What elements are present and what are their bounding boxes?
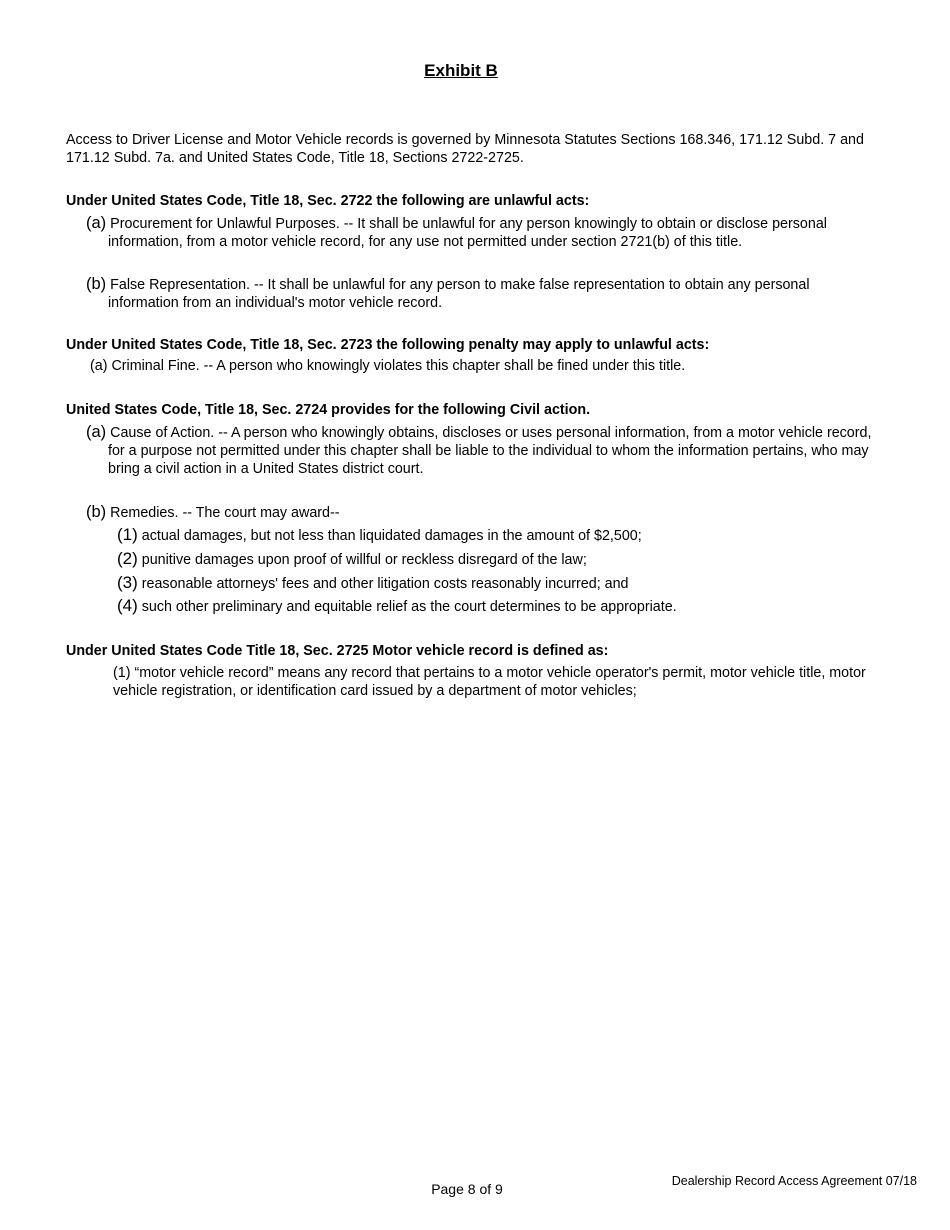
section-2722-item-a — [86, 214, 876, 251]
item-text: reasonable attorneys' fees and other litigation costs reasonably incurred; and — [141, 576, 629, 592]
item-text: punitive damages upon proof of willful or reckless disregard of the law; — [141, 552, 587, 568]
section-2724-item-b — [86, 503, 876, 522]
section-2724-item-a — [86, 423, 876, 478]
section-2725-heading: Under United States Code Title 18, Sec. 2725 Motor vehicle record is defined as: — [66, 643, 609, 659]
item-text: Procurement for Unlawful Purposes. -- It shall be unlawful for any person knowingly to obtain or disclose personal information, from a motor vehicle record, for any use not permitted under section 2721(b) of this title. — [108, 216, 827, 250]
item-text: Cause of Action. -- A person who knowingly obtains, discloses or uses personal information, from a motor vehicle record, for a purpose not permitted under this chapter shall be liable to the individual to whom the information pertains, who may bring a civil action in a United States district court. — [108, 425, 872, 477]
item-text: such other preliminary and equitable relief as the court determines to be appropriate. — [141, 599, 677, 615]
section-2723-item-a: (a) Criminal Fine. -- A person who knowingly violates this chapter shall be fined under this title. — [90, 358, 686, 374]
item-marker: (b) — [86, 275, 107, 293]
item-marker: (b) — [86, 503, 107, 521]
remedy-item-1 — [117, 526, 642, 545]
item-marker: (1) — [117, 525, 138, 544]
section-2723-heading: Under United States Code, Title 18, Sec. 2723 the following penalty may apply to unlawful acts: — [66, 337, 710, 353]
document-footer: Dealership Record Access Agreement 07/18 — [671, 1174, 917, 1188]
definition-item-1: (1) “motor vehicle record” means any record that pertains to a motor vehicle operator's permit, motor vehicle title, motor vehicle registration, or identification card issued by a department of motor vehicles; — [113, 665, 866, 699]
item-text: actual damages, but not less than liquidated damages in the amount of $2,500; — [141, 528, 642, 544]
remedy-item-4 — [117, 597, 677, 616]
item-marker: (3) — [117, 573, 138, 592]
item-text: False Representation. -- It shall be unlawful for any person to make false representation to obtain any personal information from an individual's motor vehicle record. — [108, 277, 810, 311]
remedy-item-2 — [117, 550, 587, 569]
item-marker: (a) — [86, 423, 107, 441]
item-marker: (4) — [117, 596, 138, 615]
item-marker: (a) — [86, 214, 107, 232]
section-2722-item-b — [86, 275, 876, 312]
section-2724-heading: United States Code, Title 18, Sec. 2724 provides for the following Civil action. — [66, 402, 591, 418]
item-marker: (2) — [117, 549, 138, 568]
page-number: Page 8 of 9 — [431, 1181, 503, 1197]
item-text: Remedies. -- The court may award-- — [110, 505, 340, 521]
page-title: Exhibit B — [424, 61, 498, 80]
remedy-item-3 — [117, 574, 629, 593]
section-2722-heading: Under United States Code, Title 18, Sec. 2722 the following are unlawful acts: — [66, 193, 590, 209]
intro-paragraph: Access to Driver License and Motor Vehicle records is governed by Minnesota Statutes Sections 168.346, 171.12 Subd. 7 and 171.12 Subd. 7a. and United States Code, Title 18, Sections 2722-2725. — [66, 132, 864, 166]
